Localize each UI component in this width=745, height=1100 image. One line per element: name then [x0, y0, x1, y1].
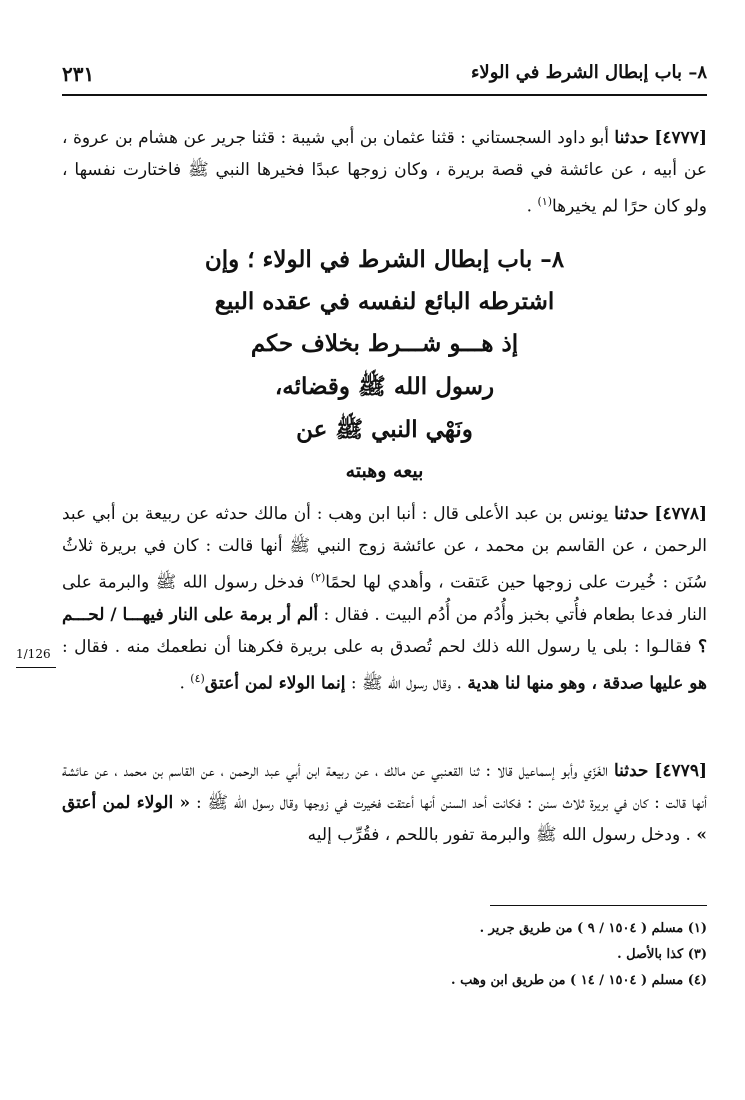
hadith-quote: « الولاء لمن أعتق »	[62, 793, 707, 845]
header-title: ٨– باب إبطال الشرط في الولاء	[470, 62, 707, 83]
hadith-text: فدخل رسول الله ﷺ والبرمة على النار فدعا بطعام فأُتي بخبز وأُدُم من أُدُم البيت . فقال :	[62, 572, 707, 625]
margin-folio-note: 1/126	[16, 647, 51, 661]
hadith-number: [٤٧٧٨]	[654, 504, 708, 524]
hadith-text: يونس بن عبد الأعلى قال : أنبا ابن وهب : أن مالك حدثه عن ربيعة بن أبي عبد الرحمن ، عن القاسم بن محمد ، عن عائشة زوج النبي ﷺ أنها قالت : كان في بريرة ثلاثُ سُنَن : خُيرت على زوجها حين عَتقت ، وأهدي لها لحمًا	[62, 504, 707, 593]
hadith-4777	[62, 122, 707, 223]
footnote-ref: (٤)	[190, 671, 205, 685]
hadith-end: .	[526, 196, 538, 217]
footnote-rule	[490, 905, 707, 906]
footnote-1: (١) مسلم ( ١٥٠٤ / ٩ ) من طريق جرير .	[479, 921, 707, 936]
chapter-title-line-4: رسول الله ﷺ وقضائه،	[274, 373, 495, 400]
hadith-quote: إنما الولاء لمن أعتق	[204, 673, 346, 694]
hadith-4778	[62, 498, 707, 699]
hadith-number: [٤٧٧٧]	[654, 128, 707, 148]
chapter-title-line-5: ونَهْي النبي ﷺ عن	[296, 416, 473, 443]
hadith-text: . وقال رسول الله ﷺ :	[345, 673, 468, 694]
footnote-ref: (٢)	[310, 571, 326, 584]
hadith-4779	[62, 755, 707, 851]
page-number: ٢٣١	[62, 62, 95, 86]
chapter-title-line-2: اشترطه البائع لنفسه في عقده البيع	[214, 288, 555, 315]
footnote-3: (٣) كذا بالأصل .	[617, 947, 707, 962]
hadith-end: .	[179, 673, 191, 694]
hadith-lead: حدثنا	[613, 761, 649, 781]
hadith-quote: هو عليها صدقة ، وهو منها لنا هدية	[467, 673, 707, 694]
footnotes	[62, 916, 707, 994]
hadith-text: أبو داود السجستاني : قثنا عثمان بن أبي شيبة : قثنا جرير عن هشام بن عروة ، عن أبيه ، عن عائشة في قصة بريرة ، وكان زوجها عبدًا فخيرها النبي ﷺ فاختارت نفسها ، ولو كان حرًا لم يخيرها	[62, 128, 707, 217]
hadith-number: [٤٧٧٩]	[654, 761, 707, 781]
chapter-title-line-6: بيعه وهبته	[345, 460, 424, 482]
hadith-text: . ودخل رسول الله ﷺ والبرمة تفور باللحم ، فقُرِّب إليه	[307, 825, 697, 845]
footnote-4: (٤) مسلم ( ١٥٠٤ / ١٤ ) من طريق ابن وهب .	[451, 973, 707, 988]
chapter-title-line-3: إذ هـــو شـــرط بخلاف حكم	[250, 330, 519, 357]
hadith-lead: حدثنا	[614, 504, 649, 524]
header-rule	[62, 94, 707, 96]
running-header	[62, 62, 707, 90]
hadith-text: الغَزّي وأبو إسماعيل قالا : ثنا القعنبي عن مالك ، عن ربيعة ابن أبي عبد الرحمن ، عن القاسم بن محمد ، عن عائشة أنها قالت : كان في بريرة ثلاث سنن : فكانت أحد السنن أنها أعتقت فخيرت في زوجها وقال رسول الله ﷺ :	[62, 761, 708, 813]
footnote-ref: (١)	[537, 195, 552, 208]
hadith-lead: حدثنا	[614, 128, 649, 148]
chapter-title-line-1: ٨– باب إبطال الشرط في الولاء ؛ وإن	[204, 246, 565, 273]
hadith-text: فقالـوا : بلى يا رسول الله ذلك لحم تُصدق به على بريرة فكرهنا أن نطعمك منه . فقال :	[62, 636, 698, 657]
hadith-quote: ألم أر برمة على النار فيهـــا / لحـــم ؟	[62, 604, 707, 657]
